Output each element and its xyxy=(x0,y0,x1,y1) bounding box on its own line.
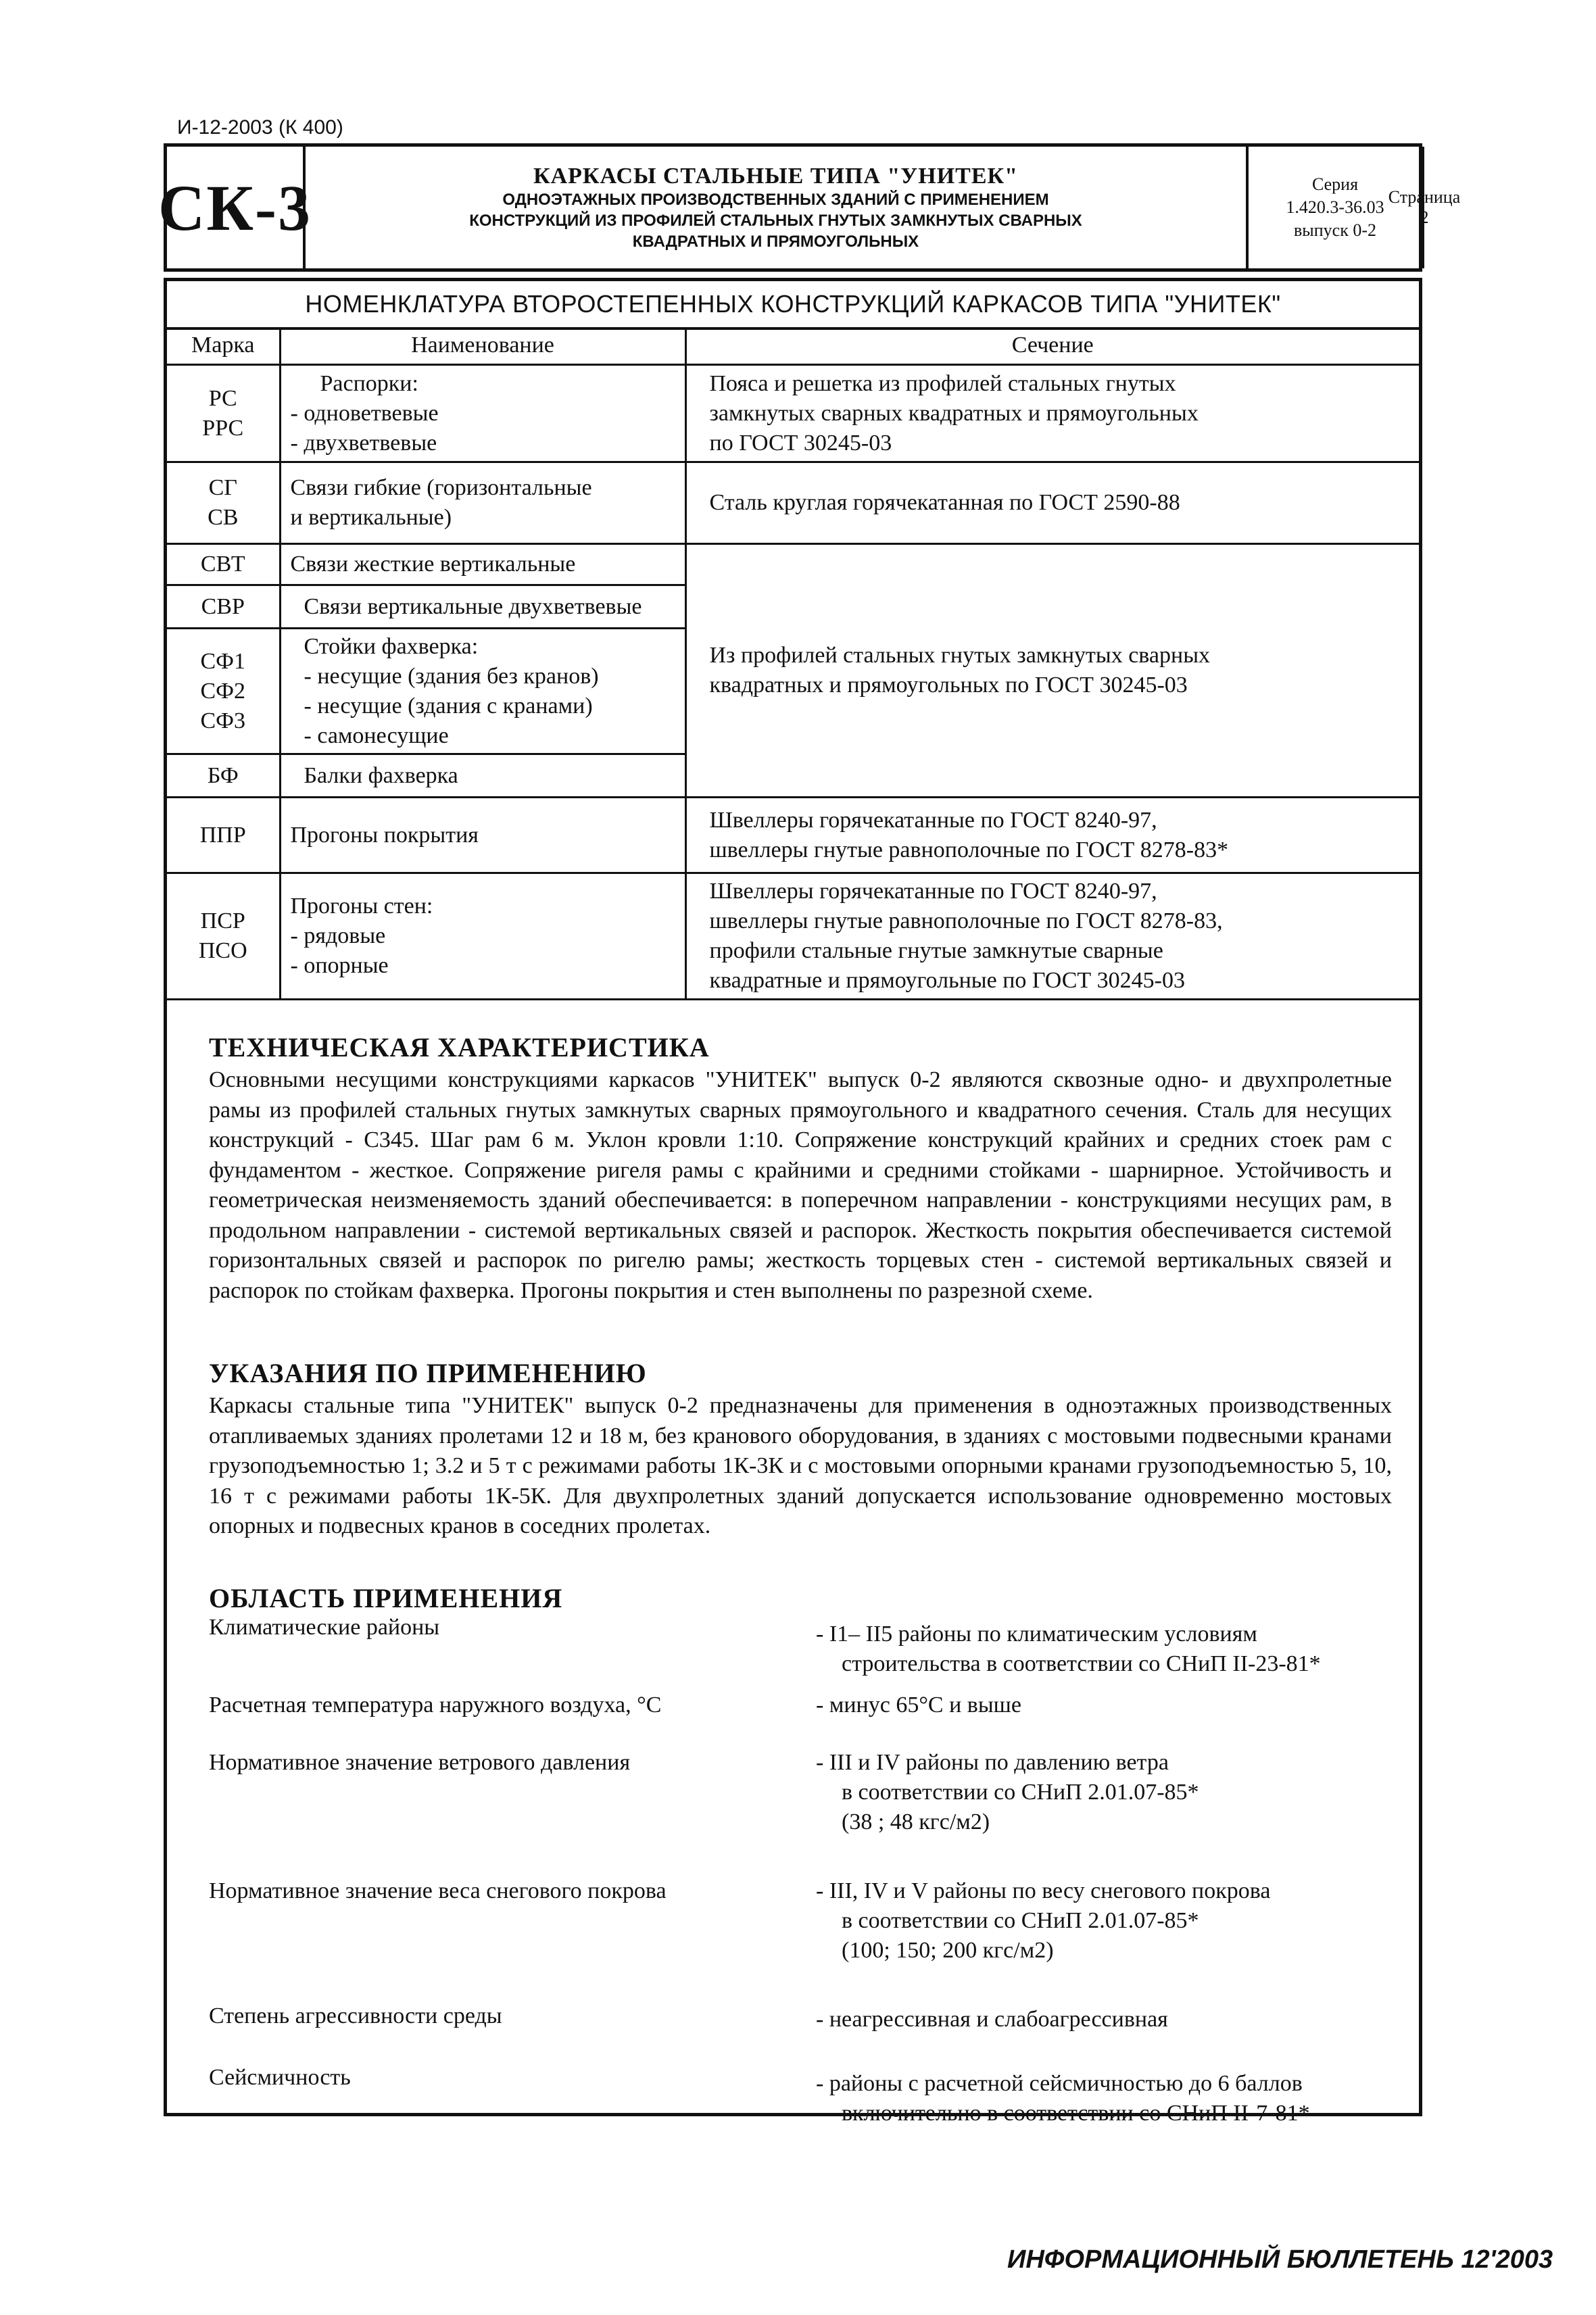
title-block: СК-3 КАРКАСЫ СТАЛЬНЫЕ ТИПА "УНИТЕК" ОДНОЭТАЖНЫХ ПРОИЗВОДСТВЕННЫХ ЗДАНИЙ С ПРИМЕНЕНИЕМ КОНСТРУКЦИЙ ИЗ ПРОФИЛЕЙ СТАЛЬНЫХ ГНУТЫХ ЗАМКНУТЫХ СВАРНЫХ КВАДРАТНЫХ И ПРЯМОУГОЛЬНЫХ Серия 1.420.3-36.03 выпуск 0-2 Страница 2 xyxy=(164,143,1422,272)
table-row xyxy=(167,365,1419,462)
mark-cell: СВТ xyxy=(167,544,280,585)
name-cell: Прогоны стен: - рядовые - опорные xyxy=(280,873,685,1000)
title-sub-line: КОНСТРУКЦИЙ ИЗ ПРОФИЛЕЙ СТАЛЬНЫХ ГНУТЫХ ЗАМКНУТЫХ СВАРНЫХ xyxy=(469,211,1082,230)
section-title-usage: УКАЗАНИЯ ПО ПРИМЕНЕНИЮ xyxy=(209,1358,647,1388)
document-title xyxy=(306,147,1249,268)
scope-label: Степень агрессивности среды xyxy=(209,2003,502,2028)
mark-cell: СВР xyxy=(167,585,280,629)
section-cell: Из профилей стальных гнутых замкнутых сварных квадратных и прямоугольных по ГОСТ 30245-03 xyxy=(685,544,1419,798)
mark-cell: СГ СВ xyxy=(167,462,280,544)
scope-value: - III, IV и V районы по весу снегового покрова в соответствии со СНиП 2.01.07-85* (100; 150; 200 кгс/м2) xyxy=(816,1878,1271,1963)
section-cell: Швеллеры горячекатанные по ГОСТ 8240-97, швеллеры гнутые равнополочные по ГОСТ 8278-83, профили стальные гнутые замкнутые сварные квадратные и прямоугольные по ГОСТ 30245-03 xyxy=(685,873,1419,1000)
name-cell: Балки фахверка xyxy=(280,754,685,798)
scope-value: - районы с расчетной сейсмичностью до 6 баллов включительно в соответствии со СНиП II-7-81* xyxy=(816,2071,1310,2126)
drawing-code: СК-3 xyxy=(167,147,306,268)
scope-label: Нормативное значение ветрового давления xyxy=(209,1750,631,1775)
document-code: И-12-2003 (К 400) xyxy=(177,116,343,139)
scope-value: - III и IV районы по давлению ветра в соответствии со СНиП 2.01.07-85* (38 ; 48 кгс/м2) xyxy=(816,1750,1199,1834)
nomenclature-table xyxy=(167,327,1419,1000)
nomenclature-title: НОМЕНКЛАТУРА ВТОРОСТЕПЕННЫХ КОНСТРУКЦИЙ КАРКАСОВ ТИПА "УНИТЕК" xyxy=(167,281,1419,330)
scope-label: Климатические районы xyxy=(209,1615,440,1640)
usage-paragraph: Каркасы стальные типа "УНИТЕК" выпуск 0-2 предназначены для применения в одноэтажных производственных отапливаемых зданиях пролетами 12 и 18 м, без кранового оборудования, в зданиях с мостовыми подвесными кранами грузоподъемностью 1; 3.2 и 5 т с режимами работы 1К-3К и с мостовыми опорными кранами грузоподъемностью 5, 10, 16 т с режимами работы 1К-5К. Для двухпролетных зданий допускается использование одновременно мостовых опорных и подвесных кранов в соседних пролетах. xyxy=(209,1393,1392,1538)
mark-cell: ПСР ПСО xyxy=(167,873,280,1000)
section-cell: Пояса и решетка из профилей стальных гнутых замкнутых сварных квадратных и прямоугольных по ГОСТ 30245-03 xyxy=(685,365,1419,462)
name-cell: Распорки: - одноветвевые - двухветвевые xyxy=(280,365,685,462)
mark-cell: БФ xyxy=(167,754,280,798)
scope-value: - минус 65°С и выше xyxy=(816,1692,1021,1717)
tech-paragraph: Основными несущими конструкциями каркасов "УНИТЕК" выпуск 0-2 являются сквозные одно- и двухпролетные рамы из профилей стальных гнутых замкнутых сварных прямоугольного и квадратного сечения. Сталь для несущих конструкций - С345. Шаг рам 6 м. Уклон кровли 1:10. Сопряжение конструкций крайних и средних стоек рам с фундаментом - жесткое. Сопряжение ригеля рамы с крайними и средними стойками - шарнирное. Устойчивость и геометрическая неизменяемость зданий обеспечивается: в поперечном направлении - конструкциями несущих рам, в продольном направлении - системой вертикальных связей и распорок. Жесткость покрытия обеспечивается системой горизонтальных связей и распорок по ригелю рамы; жесткость торцевых стен - системой вертикальных связей и распорок по стойкам фахверка. Прогоны покрытия и стен выполнены по разрезной схеме. xyxy=(209,1067,1392,1303)
title-sub-line: КВАДРАТНЫХ И ПРЯМОУГОЛЬНЫХ xyxy=(632,232,919,251)
main-frame xyxy=(164,278,1422,2126)
name-cell: Связи вертикальные двухветвевые xyxy=(280,585,685,629)
section-title-tech: ТЕХНИЧЕСКАЯ ХАРАКТЕРИСТИКА xyxy=(209,1032,710,1063)
series-number: 1.420.3-36.03 xyxy=(1286,197,1384,217)
scope-label: Нормативное значение веса снегового покрова xyxy=(209,1878,667,1903)
mark-cell: СФ1 СФ2 СФ3 xyxy=(167,629,280,754)
name-cell: Связи гибкие (горизонтальные и вертикальные) xyxy=(280,462,685,544)
name-cell: Стойки фахверка: - несущие (здания без кранов) - несущие (здания с кранами) - самонесущие xyxy=(280,629,685,754)
title-sub-line: ОДНОЭТАЖНЫХ ПРОИЗВОДСТВЕННЫХ ЗДАНИЙ С ПРИМЕНЕНИЕМ xyxy=(502,190,1049,209)
issue-number: выпуск 0-2 xyxy=(1294,220,1376,240)
scope-label: Расчетная температура наружного воздуха, °С xyxy=(209,1692,662,1717)
section-cell: Сталь круглая горячекатанная по ГОСТ 2590-88 xyxy=(685,462,1419,544)
table-row xyxy=(167,798,1419,873)
column-header-section: Сечение xyxy=(685,327,1419,365)
title-main: КАРКАСЫ СТАЛЬНЫЕ ТИПА "УНИТЕК" xyxy=(533,163,1019,189)
column-header-name: Наименование xyxy=(280,327,685,365)
mark-cell: ППР xyxy=(167,798,280,873)
name-cell: Связи жесткие вертикальные xyxy=(280,544,685,585)
scope-value: - I1– II5 районы по климатическим условиям строительства в соответствии со СНиП II-23-81* xyxy=(816,1622,1321,1676)
scope-value: - неагрессивная и слабоагрессивная xyxy=(816,2007,1168,2032)
table-row xyxy=(167,544,1419,585)
bulletin-footer: ИНФОРМАЦИОННЫЙ БЮЛЛЕТЕНЬ 12'2003 xyxy=(1007,2245,1553,2274)
section-cell: Швеллеры горячекатанные по ГОСТ 8240-97, швеллеры гнутые равнополочные по ГОСТ 8278-83* xyxy=(685,798,1419,873)
scope-label: Сейсмичность xyxy=(209,2065,351,2090)
mark-cell: РС РРС xyxy=(167,365,280,462)
column-header-mark: Марка xyxy=(167,327,280,365)
table-header-row xyxy=(167,327,1419,365)
table-row xyxy=(167,462,1419,544)
table-row xyxy=(167,873,1419,1000)
name-cell: Прогоны покрытия xyxy=(280,798,685,873)
series-label: Серия xyxy=(1311,174,1359,194)
section-title-scope: ОБЛАСТЬ ПРИМЕНЕНИЯ xyxy=(209,1583,563,1613)
